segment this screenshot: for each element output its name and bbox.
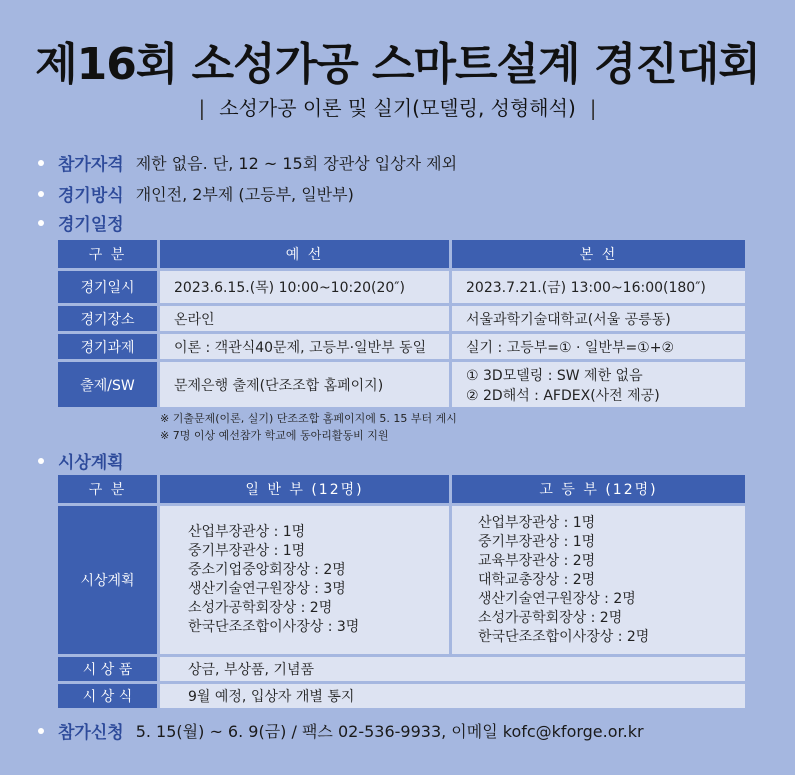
bullet-icon xyxy=(38,728,44,734)
info-eligibility xyxy=(38,150,457,175)
award-item: 산업부장관상 : 1명 xyxy=(478,514,596,531)
note-line: ※ 7명 이상 예선참가 학교에 동아리활동비 지원 xyxy=(160,429,389,442)
ceremony-cell: 9월 예정, 입상자 개별 통지 xyxy=(160,684,745,708)
award-item: 한국단조조합이사장상 : 3명 xyxy=(188,619,360,635)
table-row xyxy=(58,334,745,359)
table-row xyxy=(58,306,745,331)
bullet-icon xyxy=(38,220,44,226)
schedule-table xyxy=(55,237,748,410)
apply-value: 5. 15(월) ~ 6. 9(금) / 팩스 02-536-9933, 이메일 kofc@kforge.or.kr xyxy=(135,722,644,741)
divider: | xyxy=(589,96,597,120)
award-item: 생산기술연구원장상 : 2명 xyxy=(478,590,636,607)
prize-cell: 상금, 부상품, 기념품 xyxy=(160,657,745,681)
schedule-heading xyxy=(38,210,124,235)
award-item: 생산기술연구원장상 : 3명 xyxy=(188,581,346,597)
prelim-cell: 2023.6.15.(목) 10:00~10:20(20″) xyxy=(160,271,449,303)
bullet-icon xyxy=(38,191,44,197)
table-row xyxy=(58,684,745,708)
prelim-cell: 이론 : 객관식40문제, 고등부·일반부 동일 xyxy=(160,334,449,359)
table-row xyxy=(58,657,745,681)
table-header: 일 반 부 (12명) xyxy=(160,475,449,503)
table-header: 예 선 xyxy=(160,240,449,268)
row-label: 경기장소 xyxy=(58,306,157,331)
prelim-cell: 온라인 xyxy=(160,306,449,331)
final-cell: 서울과학기술대학교(서울 공릉동) xyxy=(452,306,745,331)
general-awards-cell xyxy=(160,506,449,654)
info-format xyxy=(38,181,354,206)
final-cell xyxy=(452,362,745,407)
section-heading: 경기일정 xyxy=(58,215,124,235)
award-item: 중기부장관상 : 1명 xyxy=(188,543,306,559)
award-item: 중소기업중앙회장상 : 2명 xyxy=(188,562,346,578)
final-line: ② 2D해석 : AFDEX(사전 제공) xyxy=(466,387,660,404)
bullet-icon xyxy=(38,160,44,166)
section-heading: 시상계획 xyxy=(58,453,124,473)
table-header: 본 선 xyxy=(452,240,745,268)
info-value: 개인전, 2부제 (고등부, 일반부) xyxy=(135,185,354,204)
awards-table xyxy=(55,472,748,711)
page-subtitle xyxy=(0,92,795,121)
prelim-cell: 문제은행 출제(단조조합 홈페이지) xyxy=(160,362,449,407)
award-item: 대학교총장상 : 2명 xyxy=(478,571,596,588)
note-line: ※ 기출문제(이론, 실기) 단조조합 홈페이지에 5. 15 부터 게시 xyxy=(160,412,457,425)
row-label: 출제/SW xyxy=(58,362,157,407)
highschool-awards-cell xyxy=(452,506,745,654)
row-label: 경기일시 xyxy=(58,271,157,303)
row-label: 시 상 품 xyxy=(58,657,157,681)
subtitle-text: 소성가공 이론 및 실기(모델링, 성형해석) xyxy=(219,96,576,120)
row-label: 경기과제 xyxy=(58,334,157,359)
table-row xyxy=(58,271,745,303)
table-header: 고 등 부 (12명) xyxy=(452,475,745,503)
row-label: 시 상 식 xyxy=(58,684,157,708)
info-value: 제한 없음. 단, 12 ~ 15회 장관상 입상자 제외 xyxy=(135,154,458,173)
final-cell: 2023.7.21.(금) 13:00~16:00(180″) xyxy=(452,271,745,303)
page-title: 제16회 소성가공 스마트설계 경진대회 xyxy=(35,39,760,90)
final-line: ① 3D모델링 : SW 제한 없음 xyxy=(466,367,643,384)
bullet-icon xyxy=(38,458,44,464)
divider: | xyxy=(198,96,206,120)
award-item: 한국단조조합이사장상 : 2명 xyxy=(478,628,650,645)
table-row xyxy=(58,362,745,407)
table-row xyxy=(58,506,745,654)
notes xyxy=(160,410,457,444)
info-key: 경기방식 xyxy=(58,186,124,206)
awards-heading xyxy=(38,448,124,473)
row-label: 시상계획 xyxy=(58,506,157,654)
info-key: 참가신청 xyxy=(58,723,124,743)
award-item: 중기부장관상 : 1명 xyxy=(478,533,596,550)
award-item: 교육부장관상 : 2명 xyxy=(478,552,596,569)
award-item: 소성가공학회장상 : 2명 xyxy=(188,600,333,616)
apply-row xyxy=(38,718,644,743)
table-header: 구 분 xyxy=(58,475,157,503)
info-key: 참가자격 xyxy=(58,155,124,175)
award-item: 소성가공학회장상 : 2명 xyxy=(478,609,623,626)
final-cell: 실기 : 고등부=① · 일반부=①+② xyxy=(452,334,745,359)
award-item: 산업부장관상 : 1명 xyxy=(188,524,306,540)
table-header: 구 분 xyxy=(58,240,157,268)
